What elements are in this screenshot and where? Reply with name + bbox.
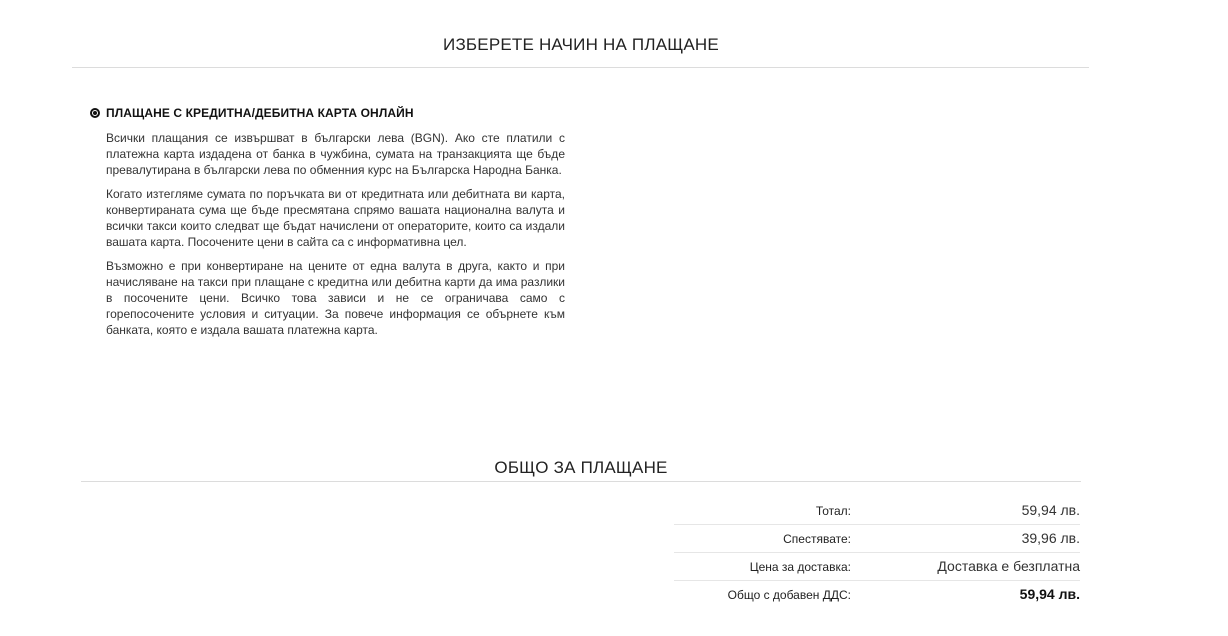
totals-row-savings xyxy=(674,525,1080,553)
savings-value: 39,96 лв. xyxy=(1021,530,1080,546)
grand-total-label: Общо с добавен ДДС: xyxy=(727,588,851,602)
shipping-label: Цена за доставка: xyxy=(749,560,851,574)
payment-title-divider xyxy=(72,67,1089,68)
description-paragraph: Възможно е при конвертиране на цените от една валута в друга, както и при начисляване на такси при плащане с кредитна или дебитна карти да има разлики в посочените цени. Всичко това зависи и не се ограничава само с горепосочените условия и ситуации. За повече информация се обърнете към банката, която е издала вашата платежна карта. xyxy=(106,259,565,337)
totals-row-shipping xyxy=(674,553,1080,581)
total-title-divider xyxy=(81,481,1081,482)
payment-option-label[interactable]: ПЛАЩАНЕ С КРЕДИТНА/ДЕБИТНА КАРТА ОНЛАЙН xyxy=(106,106,414,120)
description-paragraph: Когато изтегляме сумата по поръчката ви от кредитната или дебитната ви карта, конвертираната сума ще бъде пресмятана спрямо вашата национална валута и всички такси които следват ще бъдат начислени от операторите, които са издали вашата карта. Посочените цени в сайта са с информативна цел. xyxy=(106,187,565,249)
payment-method-title: ИЗБЕРЕТЕ НАЧИН НА ПЛАЩАНЕ xyxy=(443,35,719,54)
savings-label: Спестявате: xyxy=(783,532,851,546)
grand-total-value: 59,94 лв. xyxy=(1019,586,1080,602)
total-label: Тотал: xyxy=(815,504,851,518)
totals-row-grand-total xyxy=(674,581,1080,609)
totals-row-total xyxy=(674,497,1080,525)
shipping-value: Доставка е безплатна xyxy=(937,558,1080,574)
radio-selected-icon[interactable] xyxy=(90,108,100,118)
total-value: 59,94 лв. xyxy=(1021,502,1080,518)
total-payment-title: ОБЩО ЗА ПЛАЩАНЕ xyxy=(494,458,668,477)
description-paragraph: Всички плащания се извършват в български лева (BGN). Ако сте платили с платежна карта издадена от банка в чужбина, сумата на транзакцията ще бъде превалутирана в български лева по обменния курс на Българска Народна Банка. xyxy=(106,131,565,177)
totals-table xyxy=(674,497,1080,609)
payment-option-description xyxy=(106,130,565,346)
